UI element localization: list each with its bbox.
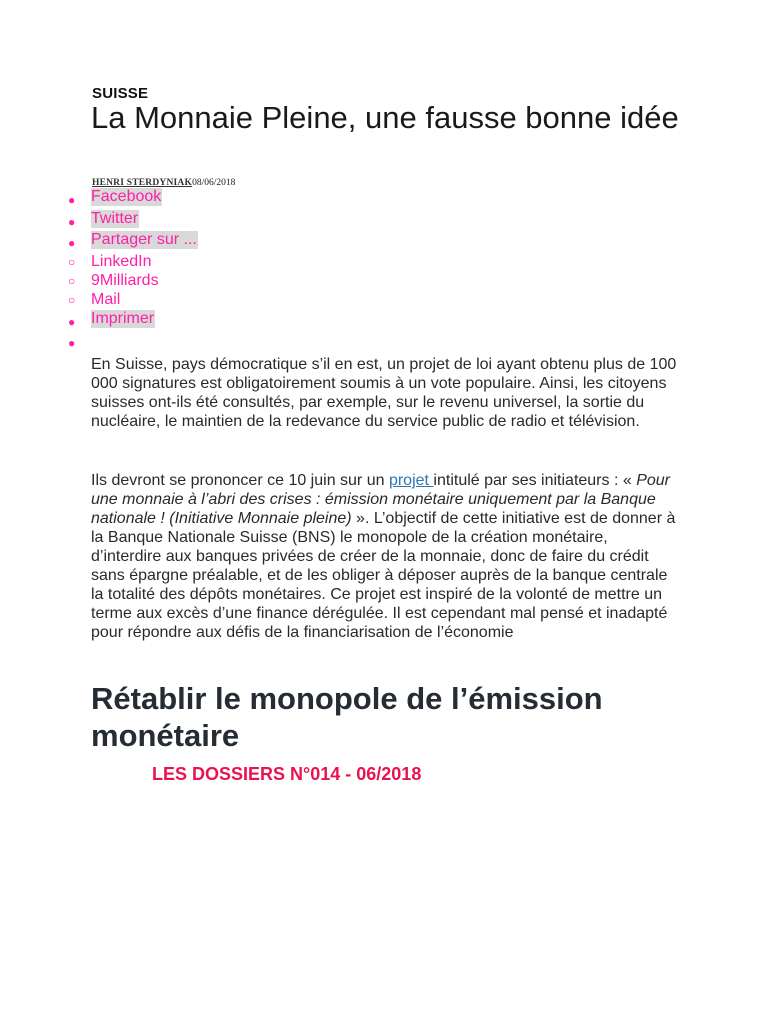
bullet-disc-icon: ● [68, 336, 76, 350]
paragraph-text: intitulé par ses initiateurs : « [433, 472, 637, 489]
twitter-share-link[interactable]: Twitter [91, 210, 139, 227]
mail-share-link[interactable]: Mail [91, 291, 121, 308]
linkedin-share-link[interactable]: LinkedIn [91, 253, 152, 270]
dossier-label: LES DOSSIERS N°014 - 06/2018 [152, 764, 422, 784]
share-list [60, 188, 198, 350]
share-item-linkedin [60, 253, 198, 272]
share-item-twitter [60, 210, 198, 231]
bullet-disc-icon: ● [68, 315, 76, 329]
bullet-circle-icon: ○ [68, 255, 76, 269]
paragraph-text: ». L’objectif de cette initiative est de donner à la Banque Nationale Suisse (BNS) le monopole de la création monétaire, d’interdire aux banques privées de créer de la monnaie, donc de faire du crédit sans épargne préalable, et de les obliger à déposer auprès de la banque centrale la totalité des dépôts monétaires. Ce projet est inspiré de la volonté de mettre un terme aux excès d’une finance dérégulée. Il est cependant mal pensé et inadapté pour répondre aux défis de la financiarisation de l’économie [91, 510, 676, 641]
category-label: SUISSE [92, 85, 149, 102]
byline [92, 178, 235, 188]
share-item-facebook [60, 188, 198, 210]
initiative-quote: Pour une monnaie à l’abri des crises : émission monétaire uniquement par la Banque nationale ! (Initiative Monnaie pleine) [91, 472, 670, 527]
facebook-share-link[interactable]: Facebook [91, 188, 162, 205]
share-item-more [60, 231, 198, 253]
9milliards-share-link[interactable]: 9Milliards [91, 272, 159, 289]
author-link[interactable]: HENRI STERDYNIAK [92, 178, 193, 188]
bullet-disc-icon: ● [68, 215, 76, 229]
article-paragraph-2 [91, 471, 681, 642]
print-link[interactable]: Imprimer [91, 310, 155, 327]
share-item-empty [60, 331, 198, 350]
section-heading: Rétablir le monopole de l’émission monétaire [91, 681, 603, 753]
share-item-9milliards [60, 272, 198, 291]
bullet-circle-icon: ○ [68, 274, 76, 288]
paragraph-text: Ils devront se prononcer ce 10 juin sur un [91, 472, 389, 489]
share-item-print [60, 310, 198, 331]
article-title: La Monnaie Pleine, une fausse bonne idée [91, 100, 679, 135]
bullet-disc-icon: ● [68, 236, 76, 250]
share-more-link[interactable]: Partager sur ... [91, 231, 197, 248]
projet-link[interactable]: projet [388, 472, 434, 489]
publish-date: 08/06/2018 [192, 178, 236, 188]
article-paragraph-1: En Suisse, pays démocratique s’il en est, un projet de loi ayant obtenu plus de 100 000 signatures est obligatoirement soumis à un vote populaire. Ainsi, les citoyens suisses ont-ils été consultés, par exemple, sur le revenu universel, la sortie du nucléaire, le maintien de la redevance du service public de radio et télévision. [91, 356, 677, 430]
bullet-circle-icon: ○ [68, 293, 76, 307]
bullet-disc-icon: ● [68, 193, 76, 207]
share-item-mail [60, 291, 198, 310]
